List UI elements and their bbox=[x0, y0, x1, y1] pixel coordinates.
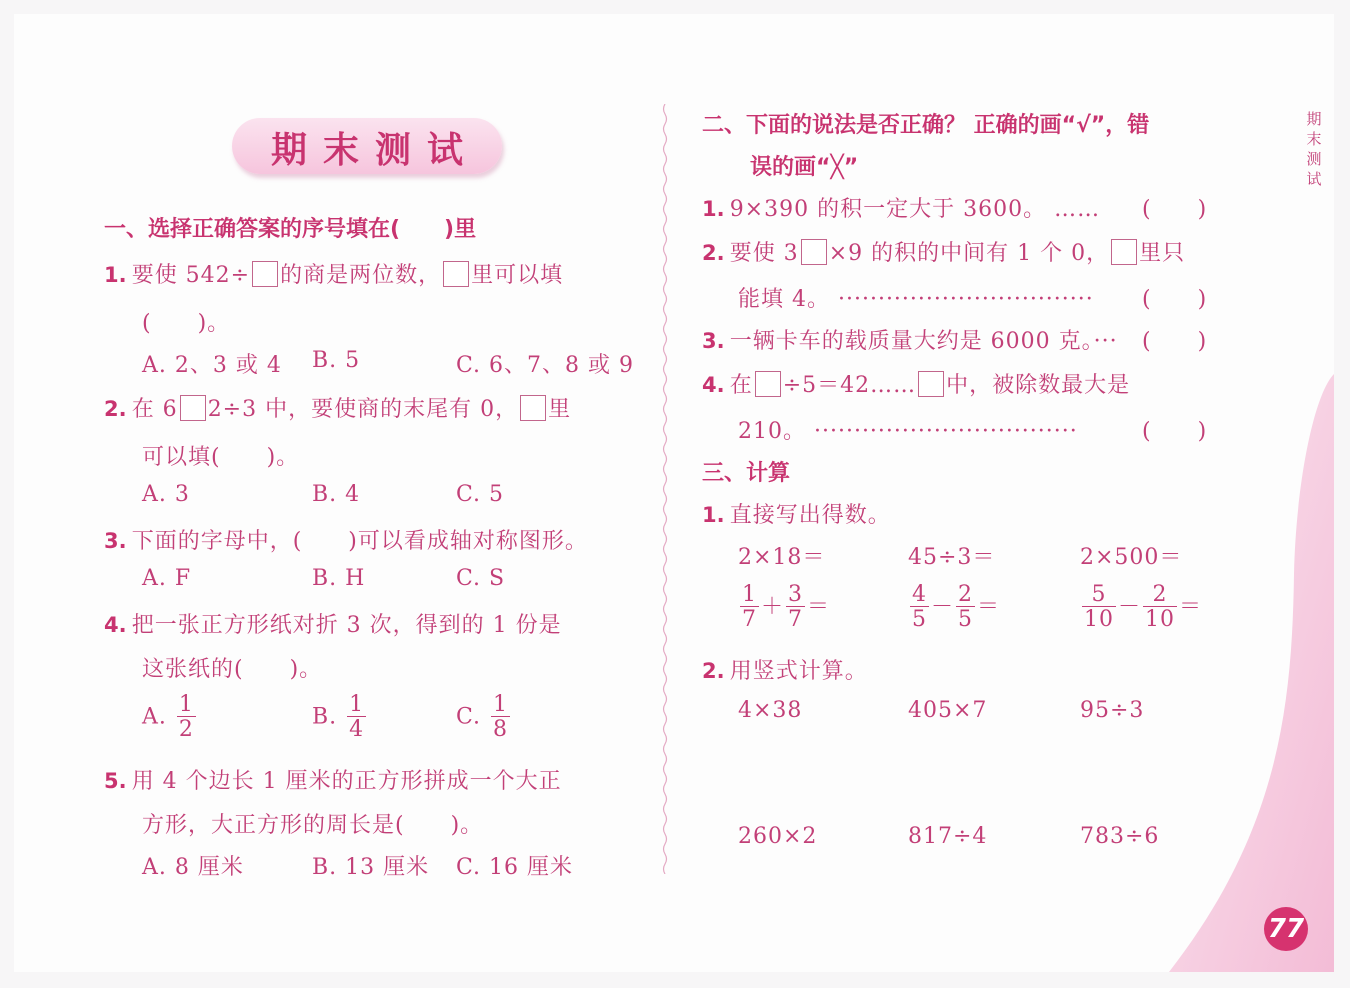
s1-q4-option-a: A. $\frac{1}{2}$ bbox=[142, 692, 194, 742]
section1-heading: 一、选择正确答案的序号填在( )里 bbox=[104, 217, 477, 242]
s2-q4-line2: 210。 ································· bbox=[738, 419, 1078, 444]
s3-q1-calc: 2×18＝ bbox=[738, 545, 826, 570]
s2-q4: 4. 在 ÷5＝42…… 中，被除数最大是 bbox=[702, 373, 1131, 398]
s1-q1-line2: ( )。 bbox=[142, 311, 231, 336]
s3-q1-calc: 45÷3＝ bbox=[908, 545, 996, 570]
s2-q3: 3. 一辆卡车的载质量大约是 6000 克。··· bbox=[702, 329, 1118, 354]
answer-box[interactable] bbox=[918, 371, 944, 397]
s3-q2-calc: 783÷6 bbox=[1080, 824, 1160, 849]
answer-box[interactable] bbox=[520, 395, 546, 421]
s1-q4-line2: 这张纸的( )。 bbox=[142, 657, 323, 682]
s2-q4-answer-paren[interactable]: ( ) bbox=[1142, 419, 1208, 444]
s3-q1-fraction-calc: $\frac{5}{10}$ － $\frac{2}{10}$ ＝ bbox=[1084, 582, 1203, 632]
s1-q4-option-b: B. $\frac{1}{4}$ bbox=[312, 692, 365, 742]
s3-q1: 1. 直接写出得数。 bbox=[702, 503, 891, 528]
s1-q5: 5. 用 4 个边长 1 厘米的正方形拼成一个大正 bbox=[104, 769, 562, 794]
s1-q1: 1. 要使 542÷ 的商是两位数， 里可以填 bbox=[104, 263, 564, 288]
s1-q5-option-a: A. 8 厘米 bbox=[142, 855, 244, 880]
answer-box[interactable] bbox=[180, 395, 206, 421]
answer-box[interactable] bbox=[443, 261, 469, 287]
s3-q2-calc: 405×7 bbox=[908, 698, 988, 723]
s1-q1-option-b: B. 5 bbox=[312, 348, 361, 373]
s1-q3-option-c: C. S bbox=[456, 566, 506, 591]
s3-q1-fraction-calc: $\frac{4}{5}$ － $\frac{2}{5}$ ＝ bbox=[912, 582, 1001, 632]
s2-q2-line2: 能填 4。 ································ bbox=[738, 287, 1094, 312]
s1-q5-option-c: C. 16 厘米 bbox=[456, 855, 574, 880]
s1-q2-option-b: B. 4 bbox=[312, 482, 361, 507]
side-chapter-label: 期 末 测 试 bbox=[1306, 110, 1322, 188]
s3-q2-calc: 817÷4 bbox=[908, 824, 988, 849]
s2-q2: 2. 要使 3 ×9 的积的中间有 1 个 0， 里只 bbox=[702, 241, 1186, 266]
s1-q1-option-c: C. 6、7、8 或 9 bbox=[456, 353, 635, 378]
s1-q5-option-b: B. 13 厘米 bbox=[312, 855, 430, 880]
s1-q2: 2. 在 6 2÷3 中，要使商的末尾有 0， 里 bbox=[104, 397, 572, 422]
s3-q1-calc: 2×500＝ bbox=[1080, 545, 1183, 570]
section3-heading: 三、计算 bbox=[702, 461, 791, 486]
s1-q2-option-c: C. 5 bbox=[456, 482, 505, 507]
s3-q1-fraction-calc: $\frac{1}{7}$ ＋ $\frac{3}{7}$ ＝ bbox=[742, 582, 831, 632]
s1-q4: 4. 把一张正方形纸对折 3 次，得到的 1 份是 bbox=[104, 613, 562, 638]
s1-q5-line2: 方形，大正方形的周长是( )。 bbox=[142, 813, 484, 838]
page-title: 期末测试 bbox=[232, 118, 502, 174]
answer-box[interactable] bbox=[755, 371, 781, 397]
s3-q2: 2. 用竖式计算。 bbox=[702, 659, 868, 684]
answer-box[interactable] bbox=[252, 261, 278, 287]
s1-q3: 3. 下面的字母中，( )可以看成轴对称图形。 bbox=[104, 529, 588, 554]
s1-q3-option-b: B. H bbox=[312, 566, 366, 591]
s2-q1-answer-paren[interactable]: ( ) bbox=[1142, 197, 1208, 222]
s1-q1-option-a: A. 2、3 或 4 bbox=[142, 353, 282, 378]
answer-box[interactable] bbox=[1111, 239, 1137, 265]
section2-heading-line1: 二、下面的说法是否正确？ 正确的画“√”，错 bbox=[702, 113, 1150, 138]
s1-q2-line2: 可以填( )。 bbox=[142, 445, 300, 470]
section2-heading-line2: 误的画“╳” bbox=[750, 155, 859, 180]
workbook-page bbox=[14, 14, 1334, 972]
s3-q2-calc: 260×2 bbox=[738, 824, 818, 849]
column-divider bbox=[662, 104, 668, 874]
s1-q4-option-c: C. $\frac{1}{8}$ bbox=[456, 692, 509, 742]
s2-q1: 1. 9×390 的积一定大于 3600。 …… bbox=[702, 197, 1101, 222]
s3-q2-calc: 95÷3 bbox=[1080, 698, 1145, 723]
s3-q2-calc: 4×38 bbox=[738, 698, 803, 723]
s2-q3-answer-paren[interactable]: ( ) bbox=[1142, 329, 1208, 354]
page-number-badge: 77 bbox=[1264, 907, 1308, 951]
s1-q3-option-a: A. F bbox=[142, 566, 192, 591]
s2-q2-answer-paren[interactable]: ( ) bbox=[1142, 287, 1208, 312]
answer-box[interactable] bbox=[801, 239, 827, 265]
s1-q2-option-a: A. 3 bbox=[142, 482, 190, 507]
